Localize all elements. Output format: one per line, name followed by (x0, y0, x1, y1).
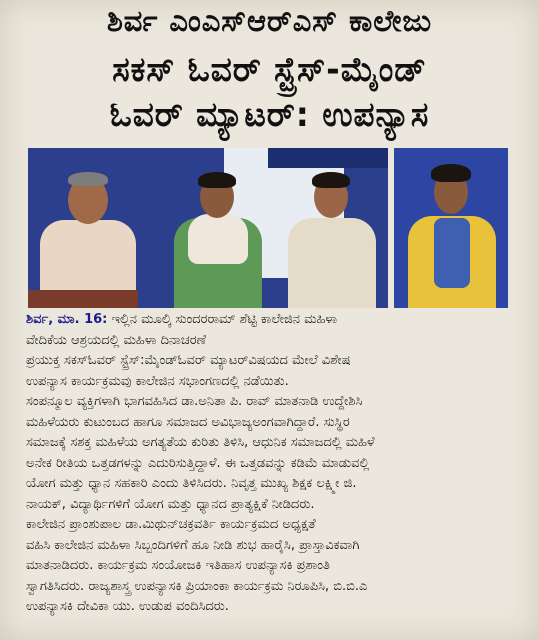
article-line: ಮಾತನಾಡಿದರು. ಕಾರ್ಯಕ್ರಮ ಸಂಯೋಜಕಿ ಇತಿಹಾಸ ಉಪನ್ಯಾಸಕಿ ಪ್ರಶಾಂತಿ (26, 558, 330, 573)
article-line-text: ಇಲ್ಲಿನ ಮೂಲ್ಕಿ ಸುಂದರರಾಮ್ ಶೆಟ್ಟಿ ಕಾಲೇಜಿನ ಮಹಿಳಾ (107, 312, 338, 327)
article-line: ಯೋಗ ಮತ್ತು ಧ್ಯಾನ ಸಹಕಾರಿ ಎಂದು ತಿಳಿಸಿದರು. ನಿವೃತ್ತ ಮುಖ್ಯ ಶಿಕ್ಷಕ ಲಕ್ಷ್ಮೀ ಜಿ. (26, 476, 357, 491)
stage-photo (28, 148, 388, 308)
headline-line-1: ಶಿರ್ವ ಎಂಎಸ್‌ಆರ್‌ಎಸ್ ಕಾಲೇಜು (106, 4, 433, 39)
article-body (26, 310, 516, 618)
article-line: ನಾಯಕ್, ವಿದ್ಯಾರ್ಥಿಗಳಿಗೆ ಯೋಗ ಮತ್ತು ಧ್ಯಾನದ ಪ್ರಾತ್ಯಕ್ಷಿಕೆ ನೀಡಿದರು. (26, 496, 315, 512)
headline-line-3: ಓವರ್ ಮ್ಯಾಟರ್: ಉಪನ್ಯಾಸ (109, 95, 430, 135)
podium (28, 290, 138, 308)
article-line: ಸ್ವಾಗತಿಸಿದರು. ರಾಜ್ಯಶಾಸ್ತ್ರ ಉಪನ್ಯಾಸಕಿ ಪ್ರಿಯಾಂಕಾ ಕಾರ್ಯಕ್ರಮ ನಿರೂಪಿಸಿ, ಬಿ.ಬಿ.ಎ (26, 578, 368, 594)
article-line: ಸಮಾಜಕ್ಕೆ ಸಶಕ್ತ ಮಹಿಳೆಯ ಅಗತ್ಯತೆಯ ಕುರಿತು ತಿಳಿಸಿ, ಆಧುನಿಕ ಸಮಾಜದಲ್ಲಿ ಮಹಿಳೆ (26, 435, 375, 450)
guest-figure-1 (170, 168, 266, 308)
article-line: ವಹಿಸಿ ಕಾಲೇಜಿನ ಮಹಿಳಾ ಸಿಬ್ಬಂದಿಗಳಿಗೆ ಹೂ ನೀಡಿ ಶುಭ ಹಾರೈಸಿ, ಪ್ರಾಸ್ತಾವಿಕವಾಗಿ (26, 537, 360, 553)
article-line (26, 310, 516, 331)
speaker-figure (32, 158, 142, 308)
stage-backdrop-bar (268, 148, 388, 168)
article-line: ಸಂಪನ್ಮೂಲ ವ್ಯಕ್ತಿಗಳಾಗಿ ಭಾಗವಹಿಸಿದ ಡಾ.ಅನಿತಾ ಪಿ. ರಾವ್ ಮಾತನಾಡಿ ಉದ್ದೇಶಿಸಿ (26, 394, 363, 409)
guest-figure-3 (404, 158, 500, 308)
dateline: ಶಿರ್ವ, ಮಾ. 16: (26, 312, 108, 327)
article-line: ಪ್ರಯುಕ್ತ ಸಕಸ್‌ಓವರ್ ಸ್ಟ್ರೆಸ್:ಮೈಂಡ್‌ಓವರ್ ಮ್ಯಾಟರ್‌ವಿಷಯದ ಮೇಲೆ ವಿಶೇಷ (26, 353, 351, 368)
guest-photo (394, 148, 508, 308)
news-photos (28, 148, 508, 308)
article-line: ಉಪನ್ಯಾಸ ಕಾರ್ಯಕ್ರಮವು ಕಾಲೇಜಿನ ಸಭಾಂಗಣದಲ್ಲಿ ನಡೆಯಿತು. (26, 373, 289, 389)
article-line: ಕಾಲೇಜಿನ ಪ್ರಾಂಶುಪಾಲ ಡಾ.ಮಿಥುನ್‌ಚಕ್ರವರ್ತಿ ಕಾರ್ಯಕ್ರಮದ ಅಧ್ಯಕ್ಷತೆ (26, 517, 316, 532)
article-line: ಅನೇಕ ರೀತಿಯ ಒತ್ತಡಗಳನ್ನು ಎದುರಿಸುತ್ತಿದ್ದಾಳೆ. ಈ ಒತ್ತಡವನ್ನು ಕಡಿಮೆ ಮಾಡುವಲ್ಲಿ (26, 455, 370, 471)
article-line: ವೇದಿಕೆಯ ಆಶ್ರಯದಲ್ಲಿ ಮಹಿಳಾ ದಿನಾಚರಣೆ (26, 332, 207, 348)
article-line: ಮಹಿಳೆಯರು ಕುಟುಂಬದ ಹಾಗೂ ಸಮಾಜದ ಅವಿಭಾಜ್ಯಅಂಗವಾಗಿದ್ದಾರೆ. ಸುಸ್ಥಿರ (26, 414, 350, 430)
headline-line-2: ಸಕಸ್ ಓವರ್ ಸ್ಟ್ರೆಸ್-ಮೈಂಡ್ (112, 50, 427, 90)
guest-figure-2 (284, 168, 380, 308)
article-line: ಉಪನ್ಯಾಸಕಿ ದೇವಿಕಾ ಯು. ಉಡುಪ ವಂದಿಸಿದರು. (26, 599, 229, 614)
